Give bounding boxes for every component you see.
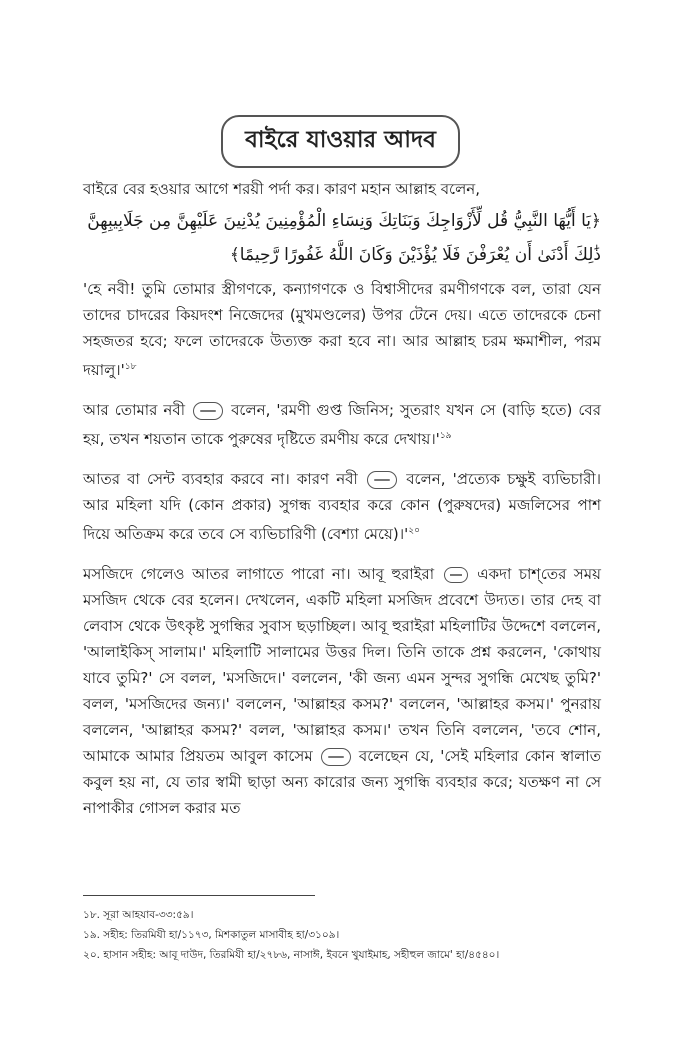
arabic-verse: ﴿يَا أَيُّهَا النَّبِيُّ قُل لِّأَزْوَاجِكَ وَبَنَاتِكَ وَنِسَاءِ الْمُؤْمِنِينَ يُدْنِينَ عَلَيْهِنَّ مِن جَلَابِيبِهِنَّ ذَٰلِكَ أَدْنَىٰ أَن يُعْرَفْنَ فَلَا يُؤْذَيْنَ وَكَانَ اللَّهُ غَفُورًا رَّحِيمًا﴾ — [87, 211, 601, 265]
title-frame — [0, 115, 681, 168]
chapter-title: বাইরে যাওয়ার আদব — [221, 115, 460, 168]
salutation-icon — [193, 402, 223, 420]
para4-start: মসজিদে গেলেও আতর লাগাতে পারো না। আবূ হুরাইরা — [83, 565, 435, 583]
footnotes — [83, 905, 613, 965]
para4-middle: একদা চাশ্‌তের সময় মসজিদ থেকে বের হলেন। দেখলেন, একটি মহিলা মসজিদ প্রবেশে উদ্যত। তার দেহ বা লেবাস থেকে উৎকৃষ্ট সুগন্ধির সুবাস ছড়াচ্ছিল। আবূ হুরাইরা মহিলাটির উদ্দেশে বললেন, 'আলাইকিস্ সালাম।' মহিলাটি সালামের উত্তর দিল। তিনি তাকে প্রশ্ন করলেন, 'কোথায় যাবে তুমি?' সে বলল, 'মসজিদে।' বললেন, 'কী জন্য এমন সুন্দর সুগন্ধি মেখেছ তুমি?' বলল, 'মসজিদের জন্য।' বললেন, 'আল্লাহর কসম?' বললেন, 'আল্লাহর কসম।' পুনরায় বললেন, 'আল্লাহর কসম?' বলল, 'আল্লাহর কসম।' তখন তিনি বললেন, 'তবে শোন, আমাকে আমার প্রিয়তম আবুল কাসেম — [83, 565, 601, 765]
paragraph-4 — [83, 561, 601, 821]
paragraph-2 — [83, 397, 601, 452]
para4-end: বলেছেন যে, 'সেই মহিলার কোন স্বালাত কবুল হয় না, যে তার স্বামী ছাড়া অন্য কারোর জন্য সুগন্ধি ব্যবহার করে; যতক্ষণ না সে নাপাকীর গোসল করার মত — [83, 747, 601, 817]
translation-text: 'হে নবী! তুমি তোমার স্ত্রীগণকে, কন্যাগণকে ও বিশ্বাসীদের রমণীগণকে বল, তারা যেন তাদের চাদরের কিয়দংশ নিজেদের (মুখমণ্ডলের) উপর টেনে দেয়। এতে তাদেরকে চেনা সহজতর হবে; ফলে তাদেরকে উত্যক্ত করা হবে না। আর আল্লাহ চরম ক্ষমাশীল, পরম দয়ালু।' — [83, 280, 601, 379]
footnote-ref-20: ২০ — [408, 526, 420, 536]
footnote-19: ১৯. সহীহ: তিরমিযী হা/১১৭৩, মিশকাতুল মাসাবীহ হা/৩১০৯। — [83, 929, 340, 941]
footnote-20: ২০. হাসান সহীহ: আবূ দাউদ, তিরমিযী হা/২৭৮৬, নাসাঈ, ইবনে খুযাইমাহ, সহীহুল জামে' হা/৪৫৪০। — [83, 949, 500, 961]
body-text — [83, 176, 601, 821]
paragraph-3 — [83, 466, 601, 547]
footnote-divider — [83, 895, 315, 896]
salutation-icon — [321, 748, 351, 766]
para3-rest: বলেন, 'প্রত্যেক চক্ষুই ব্যভিচারী। আর মহিলা যদি (কোন প্রকার) সুগন্ধ ব্যবহার করে কোন (পুরুষদের) মজলিসের পাশ দিয়ে অতিক্রম করে তবে সে ব্যভিচারিণী (বেশ্যা মেয়ে)।' — [83, 470, 602, 543]
para3-start: আতর বা সেন্ট ব্যবহার করবে না। কারণ নবী — [83, 470, 358, 488]
radiyallahu-icon — [444, 567, 468, 583]
verse-translation — [83, 276, 601, 383]
para2-rest: বলেন, 'রমণী গুপ্ত জিনিস; সুতরাং যখন সে (বাড়ি হতে) বের হয়, তখন শয়তান তাকে পুরুষের দৃষ্টিতে রমণীয় করে দেখায়।' — [83, 401, 602, 448]
footnote-ref-18: ১৮ — [124, 362, 137, 372]
intro-line: বাইরে বের হওয়ার আগে শরয়ী পর্দা কর। কারণ মহান আল্লাহ বলেন, — [83, 180, 480, 198]
para2-start: আর তোমার নবী — [83, 401, 185, 419]
footnote-18: ১৮. সূরা আহযাব-৩৩:৫৯। — [83, 909, 194, 921]
footnote-ref-19: ১৯ — [439, 431, 452, 441]
salutation-icon — [367, 471, 397, 489]
